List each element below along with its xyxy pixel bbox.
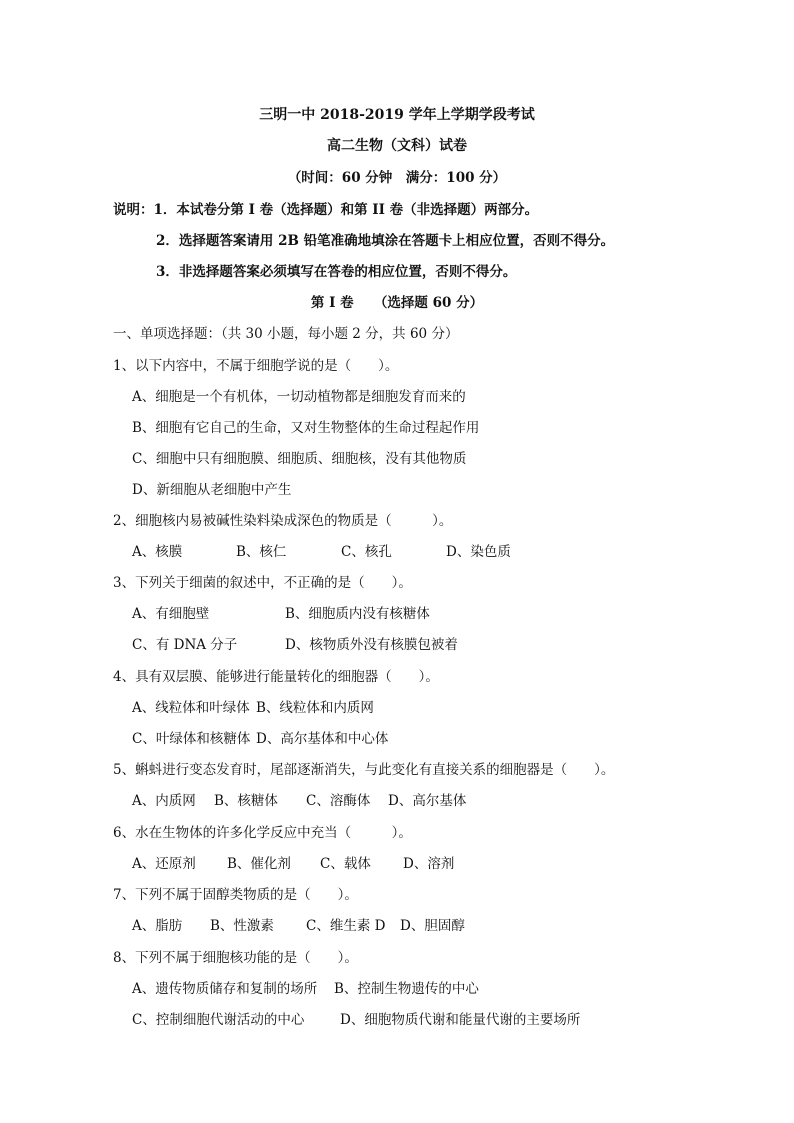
question-8-option-a: A、遗传物质储存和复制的场所 (132, 981, 318, 997)
question-1-option-d: D、新细胞从老细胞中产生 (132, 482, 292, 498)
question-3-option-a: A、有细胞壁 (132, 606, 210, 622)
question-8-stem: 8、下列不属于细胞核功能的是（ ）。 (113, 950, 358, 966)
question-7-option-d: D、胆固醇 (400, 918, 465, 934)
exam-title: 三明一中 2018-2019 学年上学期学段考试 (259, 107, 535, 123)
note-2: 2．选择题答案请用 2B 铅笔准确地填涂在答题卡上相应位置，否则不得分。 (156, 233, 615, 249)
note-3: 3．非选择题答案必须填写在答卷的相应位置，否则不得分。 (156, 264, 517, 280)
question-2-option-b: B、核仁 (236, 544, 287, 560)
question-3-option-c: C、有 DNA 分子 (132, 637, 238, 653)
question-1-option-c: C、细胞中只有细胞膜、细胞质、细胞核，没有其他物质 (132, 451, 467, 467)
question-3-option-d: D、核物质外没有核膜包被着 (285, 637, 458, 653)
question-5-option-d: D、高尔基体 (388, 793, 467, 809)
question-6-option-c: C、载体 (320, 856, 371, 872)
question-4-option-c: C、叶绿体和核糖体 (132, 731, 251, 747)
question-6-stem: 6、水在生物体的许多化学反应中充当（ ）。 (113, 825, 412, 841)
exam-time: （时间：60 分钟 满分：100 分） (287, 170, 507, 186)
question-7-stem: 7、下列不属于固醇类物质的是（ ）。 (113, 887, 358, 903)
question-5-option-a: A、内质网 (132, 793, 196, 809)
question-8-option-b: B、控制生物遗传的中心 (334, 981, 479, 997)
question-6-option-b: B、催化剂 (227, 856, 291, 872)
question-2-option-c: C、核孔 (341, 544, 392, 560)
question-5-option-b: B、核糖体 (214, 793, 278, 809)
question-6-option-a: A、还原剂 (132, 856, 196, 872)
question-4-stem: 4、具有双层膜、能够进行能量转化的细胞器（ ）。 (113, 669, 439, 685)
question-7-option-b: B、性激素 (210, 918, 274, 934)
question-8-option-d: D、细胞物质代谢和能量代谢的主要场所 (340, 1012, 581, 1028)
question-1-option-b: B、细胞有它自己的生命，又对生物整体的生命过程起作用 (132, 420, 480, 436)
exam-subtitle: 高二生物（文科）试卷 (327, 138, 467, 154)
section-title: 第 I 卷 （选择题 60 分） (310, 295, 484, 311)
question-4-option-d: D、高尔基体和中心体 (256, 731, 389, 747)
question-1-stem: 1、以下内容中，不属于细胞学说的是（ ）。 (113, 358, 399, 374)
question-3-stem: 3、下列关于细菌的叙述中，不正确的是（ ）。 (113, 575, 412, 591)
question-2-option-a: A、核膜 (132, 544, 183, 560)
question-5-option-c: C、溶酶体 (306, 793, 371, 809)
note-1: 说明：1．本试卷分第 I 卷（选择题）和第 II 卷（非选择题）两部分。 (113, 202, 539, 218)
question-6-option-d: D、溶剂 (403, 856, 455, 872)
question-7-option-c: C、维生素 D (306, 918, 386, 934)
question-4-option-b: B、线粒体和内质网 (256, 700, 374, 716)
question-3-option-b: B、细胞质内没有核糖体 (285, 606, 430, 622)
question-1-option-a: A、细胞是一个有机体，一切动植物都是细胞发育而来的 (132, 389, 466, 405)
question-2-option-d: D、染色质 (446, 544, 511, 560)
question-7-option-a: A、脂肪 (132, 918, 183, 934)
question-4-option-a: A、线粒体和叶绿体 (132, 700, 250, 716)
question-8-option-c: C、控制细胞代谢活动的中心 (132, 1012, 305, 1028)
part-heading: 一、单项选择题：（共 30 小题，每小题 2 分，共 60 分） (113, 326, 459, 342)
question-5-stem: 5、蝌蚪进行变态发育时，尾部逐渐消失，与此变化有直接关系的细胞器是（ ）。 (113, 762, 615, 778)
question-2-stem: 2、细胞核内易被碱性染料染成深色的物质是（ ）。 (113, 513, 453, 529)
